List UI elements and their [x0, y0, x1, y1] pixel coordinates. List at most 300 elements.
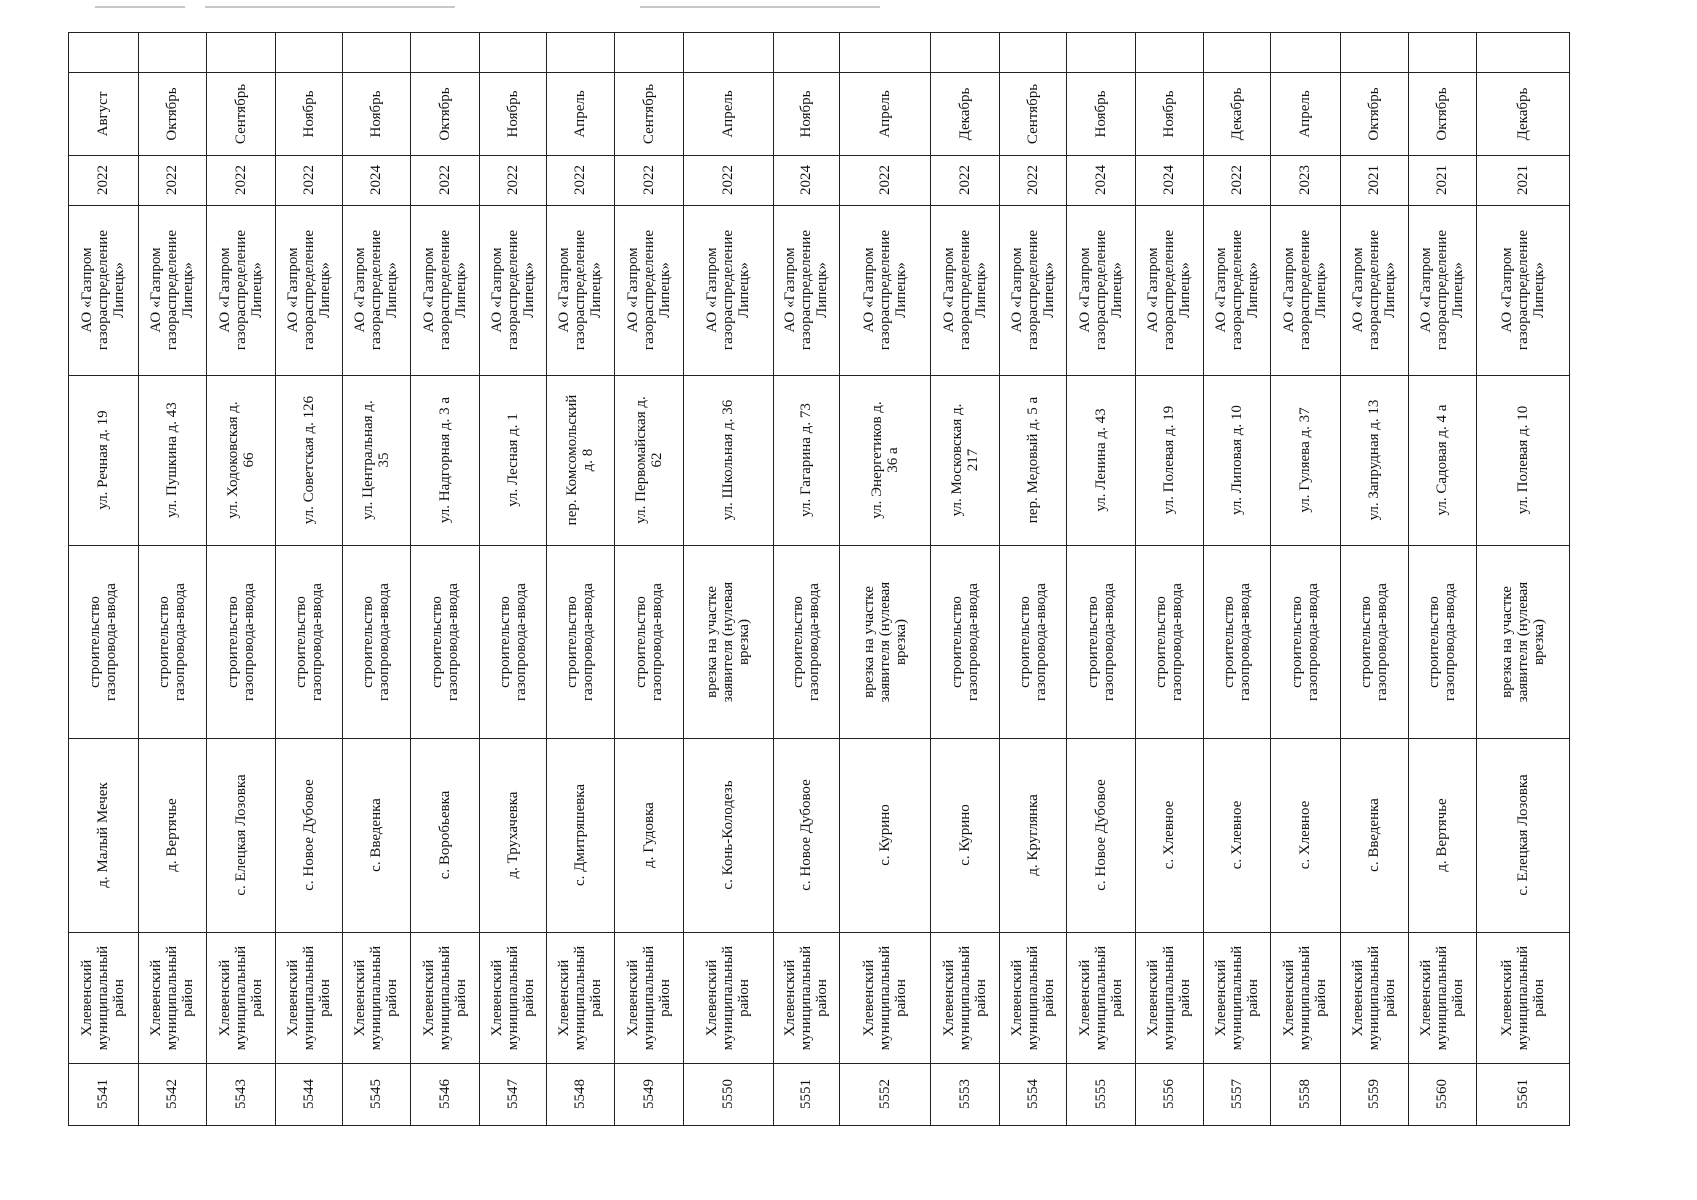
cell-text-month: Ноябрь	[300, 90, 317, 137]
table-row	[773, 32, 839, 1125]
cell-text-work: строительство газопровода-ввода	[1084, 582, 1117, 701]
cell-address	[138, 375, 206, 545]
cell-district	[546, 932, 614, 1063]
cell-work	[1270, 545, 1340, 738]
cell-year	[1066, 155, 1135, 205]
table-row	[479, 32, 546, 1125]
table-row	[1270, 32, 1340, 1125]
cell-text-num: 5557	[1228, 1079, 1245, 1109]
cell-address	[1408, 375, 1476, 545]
cell-text-year: 2022	[436, 165, 453, 195]
cell-text-address: ул. Речная д. 19	[95, 410, 111, 510]
cell-text-num: 5549	[640, 1079, 657, 1109]
cell-org	[1408, 205, 1476, 375]
cell-text-work: строительство газопровода-ввода	[632, 582, 665, 701]
cell-text-month: Декабрь	[1514, 87, 1531, 140]
cell-district	[1408, 932, 1476, 1063]
cell-text-work: строительство газопровода-ввода	[224, 582, 257, 701]
cell-num	[839, 1063, 930, 1125]
cell-year	[999, 155, 1066, 205]
cell-settlement	[999, 738, 1066, 932]
cell-text-month: Сентябрь	[1024, 83, 1041, 144]
scan-artifact	[205, 6, 455, 8]
cell-num	[546, 1063, 614, 1125]
cell-work	[1203, 545, 1270, 738]
cell-text-month: Октябрь	[1366, 86, 1382, 141]
table-row	[999, 32, 1066, 1125]
cell-text-address: ул. Центральная д. 35	[360, 400, 392, 520]
cell-text-year: 2024	[798, 165, 814, 195]
cell-text-year: 2022	[1228, 165, 1245, 195]
cell-work	[206, 545, 275, 738]
cell-text-org: АО «Газпром газораспределение Липецк»	[624, 229, 673, 351]
cell-org	[546, 205, 614, 375]
cell-text-month: Октябрь	[164, 86, 180, 141]
cell-text-district: Хлевенский муниципальный район	[1498, 945, 1547, 1050]
cell-district	[1135, 932, 1203, 1063]
cell-text-work: строительство газопровода-ввода	[1358, 582, 1390, 701]
cell-year	[1340, 155, 1408, 205]
cell-text-settlement: с. Елецкая Лозовка	[232, 774, 249, 896]
cell-text-num: 5554	[1024, 1079, 1041, 1109]
cell-text-work: строительство газопровода-ввода	[948, 582, 981, 701]
cell-text-num: 5550	[720, 1079, 736, 1109]
cell-text-num: 5543	[232, 1079, 249, 1109]
cell-text-num: 5545	[368, 1079, 384, 1109]
cell-text-settlement: д. Гудовка	[640, 802, 657, 868]
cell-text-address: ул. Запрудная д. 13	[1366, 399, 1382, 521]
cell-text-num: 5542	[164, 1079, 180, 1109]
cell-address	[1203, 375, 1270, 545]
cell-num	[479, 1063, 546, 1125]
cell-month	[683, 72, 773, 155]
cell-month	[138, 72, 206, 155]
cell-year	[410, 155, 479, 205]
cell-work	[614, 545, 683, 738]
cell-work	[546, 545, 614, 738]
cell-text-settlement: д. Малый Мечек	[95, 782, 111, 888]
cell-settlement	[546, 738, 614, 932]
cell-text-settlement: с. Хлевное	[1297, 800, 1313, 870]
cell-district	[930, 932, 999, 1063]
cell-text-district: Хлевенский муниципальный район	[556, 945, 604, 1050]
cell-address	[206, 375, 275, 545]
cell-text-district: Хлевенский муниципальный район	[1008, 945, 1057, 1050]
cell-month	[930, 72, 999, 155]
cell-num	[930, 1063, 999, 1125]
cell-text-org: АО «Газпром газораспределение Липецк»	[782, 229, 830, 351]
cell-num	[1135, 1063, 1203, 1125]
cell-year	[342, 155, 410, 205]
cell-address	[275, 375, 342, 545]
cell-text-work: строительство газопровода-ввода	[428, 582, 461, 701]
cell-text-num: 5559	[1366, 1079, 1382, 1109]
cell-text-month: Апрель	[572, 89, 588, 138]
cell-text-district: Хлевенский муниципальный район	[1418, 945, 1466, 1050]
cell-org	[1203, 205, 1270, 375]
cell-address	[999, 375, 1066, 545]
cell-text-month: Ноябрь	[504, 90, 521, 137]
cell-org	[342, 205, 410, 375]
cell-text-work: строительство газопровода-ввода	[496, 582, 529, 701]
cell-text-month: Ноябрь	[368, 90, 384, 137]
cell-settlement	[342, 738, 410, 932]
cell-text-settlement: д. Круглянка	[1024, 794, 1041, 876]
cell-text-work: строительство газопровода-ввода	[1153, 582, 1185, 701]
cell-text-address: ул. Школьная д. 36	[720, 399, 736, 521]
cell-month	[206, 72, 275, 155]
cell-org	[1066, 205, 1135, 375]
cell-address	[773, 375, 839, 545]
cell-text-org: АО «Газпром газораспределение Липецк»	[1008, 229, 1057, 351]
table-row	[1476, 32, 1569, 1125]
cell-org	[138, 205, 206, 375]
cell-num	[773, 1063, 839, 1125]
cell-year	[68, 155, 138, 205]
cell-org	[479, 205, 546, 375]
cell-month	[546, 72, 614, 155]
cell-year	[1135, 155, 1203, 205]
cell-month	[1203, 72, 1270, 155]
cell-settlement	[1066, 738, 1135, 932]
cell-text-settlement: с. Курино	[956, 804, 973, 866]
cell-text-district: Хлевенский муниципальный район	[79, 945, 127, 1050]
cell-text-address: ул. Гуляева д. 37	[1297, 407, 1313, 513]
cell-text-month: Апрель	[1297, 89, 1313, 138]
cell-work	[839, 545, 930, 738]
cell-text-settlement: с. Конь-Колодезь	[720, 780, 736, 890]
cell-text-num: 5556	[1161, 1079, 1177, 1109]
cell-year	[1408, 155, 1476, 205]
cell-text-address: ул. Гагарина д. 73	[798, 403, 814, 517]
cell-text-work: строительство газопровода-ввода	[360, 582, 392, 701]
cell-text-address: ул. Московская д. 217	[948, 403, 981, 517]
table-row	[1135, 32, 1203, 1125]
cell-text-month: Декабрь	[956, 87, 973, 140]
cell-num	[1270, 1063, 1340, 1125]
cell-text-year: 2022	[720, 165, 736, 195]
cell-year	[138, 155, 206, 205]
table-row	[1203, 32, 1270, 1125]
cell-settlement	[1340, 738, 1408, 932]
cell-settlement	[1203, 738, 1270, 932]
cell-year	[546, 155, 614, 205]
cell-num	[206, 1063, 275, 1125]
cell-text-district: Хлевенский муниципальный район	[352, 945, 400, 1050]
cell-text-month: Сентябрь	[640, 83, 657, 144]
cell-year	[614, 155, 683, 205]
cell-text-work: строительство газопровода-ввода	[1289, 582, 1321, 701]
table-row	[206, 32, 275, 1125]
scan-artifact	[95, 6, 185, 8]
cell-district	[1476, 932, 1569, 1063]
cell-text-org: АО «Газпром газораспределение Липецк»	[556, 229, 604, 351]
cell-text-district: Хлевенский муниципальный район	[488, 945, 537, 1050]
cell-text-settlement: с. Новое Дубовое	[1092, 779, 1109, 891]
cell-text-year: 2022	[1024, 165, 1041, 195]
cell-text-address: ул. Первомайская д. 62	[632, 396, 665, 524]
cell-num	[342, 1063, 410, 1125]
cell-year	[930, 155, 999, 205]
cell-text-address: ул. Полевая д. 10	[1514, 405, 1531, 515]
cell-district	[1270, 932, 1340, 1063]
cell-text-district: Хлевенский муниципальный район	[1281, 945, 1329, 1050]
cell-month	[1476, 72, 1569, 155]
cell-work	[275, 545, 342, 738]
cell-text-num: 5553	[956, 1079, 973, 1109]
cell-text-settlement: д. Вертячье	[1434, 798, 1450, 872]
cell-work	[999, 545, 1066, 738]
cell-year	[1203, 155, 1270, 205]
cell-month	[479, 72, 546, 155]
cell-text-district: Хлевенский муниципальный район	[284, 945, 333, 1050]
cell-text-num: 5547	[504, 1079, 521, 1109]
cell-address	[614, 375, 683, 545]
table-row	[1340, 32, 1408, 1125]
cell-work	[68, 545, 138, 738]
cell-num	[1476, 1063, 1569, 1125]
cell-text-year: 2022	[572, 165, 588, 195]
cell-address	[839, 375, 930, 545]
cell-text-month: Октябрь	[436, 86, 453, 141]
table-row	[839, 32, 930, 1125]
cell-text-settlement: с. Курино	[876, 804, 893, 866]
cell-text-org: АО «Газпром газораспределение Липецк»	[704, 229, 752, 351]
table-row	[275, 32, 342, 1125]
cell-text-address: ул. Пушкина д. 43	[164, 402, 180, 518]
cell-text-num: 5555	[1092, 1079, 1109, 1109]
cell-month	[839, 72, 930, 155]
cell-month	[1408, 72, 1476, 155]
cell-work	[1066, 545, 1135, 738]
cell-text-org: АО «Газпром газораспределение Липецк»	[1076, 229, 1125, 351]
cell-text-address: ул. Надгорная д. 3 а	[436, 396, 453, 524]
cell-text-settlement: с. Елецкая Лозовка	[1514, 774, 1531, 896]
cell-text-num: 5546	[436, 1079, 453, 1109]
cell-text-year: 2024	[1092, 165, 1109, 195]
table-row	[68, 32, 138, 1125]
cell-text-org: АО «Газпром газораспределение Липецк»	[1418, 229, 1466, 351]
table-row	[683, 32, 773, 1125]
cell-text-org: АО «Газпром газораспределение Липецк»	[284, 229, 333, 351]
cell-text-settlement: с. Хлевное	[1161, 800, 1177, 870]
table-row	[930, 32, 999, 1125]
cell-text-work: строительство газопровода-ввода	[292, 582, 325, 701]
cell-work	[930, 545, 999, 738]
cell-num	[1408, 1063, 1476, 1125]
cell-text-month: Апрель	[720, 89, 736, 138]
cell-num	[1066, 1063, 1135, 1125]
cell-month	[1066, 72, 1135, 155]
cell-text-num: 5558	[1297, 1079, 1313, 1109]
cell-settlement	[1476, 738, 1569, 932]
cell-year	[1476, 155, 1569, 205]
cell-text-work: врезка на участке заявителя (нулевая врезка)	[1498, 581, 1547, 702]
cell-text-district: Хлевенский муниципальный район	[216, 945, 265, 1050]
scan-artifact	[640, 6, 880, 8]
cell-text-address: ул. Лесная д. 1	[504, 413, 521, 507]
cell-text-year: 2021	[1514, 165, 1531, 195]
cell-address	[1340, 375, 1408, 545]
cell-settlement	[1270, 738, 1340, 932]
cell-year	[206, 155, 275, 205]
table-row	[1408, 32, 1476, 1125]
cell-settlement	[275, 738, 342, 932]
cell-settlement	[839, 738, 930, 932]
table-row	[546, 32, 614, 1125]
cell-text-year: 2021	[1434, 165, 1450, 195]
cell-text-district: Хлевенский муниципальный район	[940, 945, 989, 1050]
cell-text-org: АО «Газпром газораспределение Липецк»	[1212, 229, 1261, 351]
cell-text-address: пер. Комсомольский д. 8	[564, 394, 596, 526]
cell-address	[410, 375, 479, 545]
cell-text-settlement: с. Новое Дубовое	[300, 779, 317, 891]
cell-text-work: строительство газопровода-ввода	[1220, 582, 1253, 701]
cell-work	[479, 545, 546, 738]
table-rule	[68, 1125, 1570, 1126]
cell-district	[999, 932, 1066, 1063]
cell-text-org: АО «Газпром газораспределение Липецк»	[1350, 229, 1398, 351]
cell-settlement	[68, 738, 138, 932]
cell-work	[1340, 545, 1408, 738]
cell-org	[683, 205, 773, 375]
cell-work	[683, 545, 773, 738]
cell-year	[1270, 155, 1340, 205]
cell-text-district: Хлевенский муниципальный район	[1076, 945, 1125, 1050]
cell-num	[68, 1063, 138, 1125]
cell-text-month: Ноябрь	[1092, 90, 1109, 137]
cell-text-district: Хлевенский муниципальный район	[704, 945, 752, 1050]
cell-text-settlement: с. Хлевное	[1228, 800, 1245, 870]
cell-text-settlement: д. Трухачевка	[504, 791, 521, 879]
cell-text-address: ул. Советская д. 126	[300, 395, 317, 525]
cell-text-month: Ноябрь	[798, 90, 814, 137]
cell-text-org: АО «Газпром газораспределение Липецк»	[148, 229, 196, 351]
cell-text-org: АО «Газпром газораспределение Липецк»	[940, 229, 989, 351]
cell-month	[275, 72, 342, 155]
cell-text-settlement: с. Дмитряшевка	[572, 783, 588, 887]
cell-text-month: Апрель	[876, 89, 893, 138]
cell-org	[1135, 205, 1203, 375]
cell-org	[1270, 205, 1340, 375]
table-row	[138, 32, 206, 1125]
cell-district	[68, 932, 138, 1063]
cell-text-year: 2024	[368, 165, 384, 195]
cell-district	[773, 932, 839, 1063]
cell-num	[275, 1063, 342, 1125]
cell-num	[999, 1063, 1066, 1125]
cell-text-month: Декабрь	[1228, 87, 1245, 140]
cell-text-district: Хлевенский муниципальный район	[782, 945, 830, 1050]
cell-num	[410, 1063, 479, 1125]
cell-text-work: строительство газопровода-ввода	[1426, 582, 1458, 701]
cell-month	[1270, 72, 1340, 155]
cell-text-year: 2022	[504, 165, 521, 195]
cell-text-settlement: с. Новое Дубовое	[798, 779, 814, 891]
cell-district	[138, 932, 206, 1063]
cell-text-district: Хлевенский муниципальный район	[860, 945, 909, 1050]
cell-num	[683, 1063, 773, 1125]
cell-year	[275, 155, 342, 205]
cell-work	[1408, 545, 1476, 738]
cell-text-org: АО «Газпром газораспределение Липецк»	[420, 229, 469, 351]
cell-org	[1340, 205, 1408, 375]
cell-year	[839, 155, 930, 205]
cell-settlement	[930, 738, 999, 932]
cell-address	[683, 375, 773, 545]
table-row	[410, 32, 479, 1125]
cell-text-year: 2023	[1297, 165, 1313, 195]
cell-text-work: строительство газопровода-ввода	[87, 582, 119, 701]
cell-district	[479, 932, 546, 1063]
cell-month	[342, 72, 410, 155]
cell-org	[68, 205, 138, 375]
cell-text-year: 2022	[95, 165, 111, 195]
cell-text-num: 5551	[798, 1079, 814, 1109]
cell-district	[410, 932, 479, 1063]
cell-num	[614, 1063, 683, 1125]
cell-text-address: ул. Ленина д. 43	[1092, 408, 1109, 512]
cell-address	[1066, 375, 1135, 545]
cell-text-settlement: с. Введенка	[368, 798, 384, 872]
cell-text-settlement: с. Введенка	[1366, 798, 1382, 872]
cell-settlement	[683, 738, 773, 932]
cell-settlement	[1135, 738, 1203, 932]
cell-text-address: пер. Медовый д. 5 а	[1024, 396, 1041, 524]
table-row	[342, 32, 410, 1125]
cell-org	[614, 205, 683, 375]
cell-org	[773, 205, 839, 375]
cell-district	[1066, 932, 1135, 1063]
cell-text-month: Октябрь	[1434, 86, 1450, 141]
cell-text-year: 2022	[876, 165, 893, 195]
cell-month	[1340, 72, 1408, 155]
cell-work	[342, 545, 410, 738]
cell-year	[773, 155, 839, 205]
cell-text-num: 5541	[95, 1079, 111, 1109]
cell-num	[138, 1063, 206, 1125]
cell-settlement	[1408, 738, 1476, 932]
cell-settlement	[479, 738, 546, 932]
cell-text-org: АО «Газпром газораспределение Липецк»	[860, 229, 909, 351]
cell-year	[479, 155, 546, 205]
cell-text-month: Август	[95, 91, 111, 136]
cell-text-address: ул. Энергетиков д. 36 а	[868, 401, 901, 519]
cell-settlement	[410, 738, 479, 932]
cell-month	[410, 72, 479, 155]
cell-text-district: Хлевенский муниципальный район	[1212, 945, 1261, 1050]
cell-district	[206, 932, 275, 1063]
cell-text-org: АО «Газпром газораспределение Липецк»	[79, 229, 127, 351]
cell-district	[1203, 932, 1270, 1063]
cell-month	[614, 72, 683, 155]
table-column-rule	[1569, 32, 1570, 1125]
cell-settlement	[206, 738, 275, 932]
cell-text-work: строительство газопровода-ввода	[790, 582, 822, 701]
cell-text-work: врезка на участке заявителя (нулевая врезка)	[704, 581, 752, 702]
cell-org	[1476, 205, 1569, 375]
cell-text-year: 2021	[1366, 165, 1382, 195]
cell-address	[342, 375, 410, 545]
cell-address	[479, 375, 546, 545]
cell-org	[999, 205, 1066, 375]
cell-month	[773, 72, 839, 155]
cell-text-settlement: с. Воробьевка	[436, 790, 453, 880]
cell-address	[546, 375, 614, 545]
cell-org	[206, 205, 275, 375]
cell-month	[999, 72, 1066, 155]
cell-month	[68, 72, 138, 155]
